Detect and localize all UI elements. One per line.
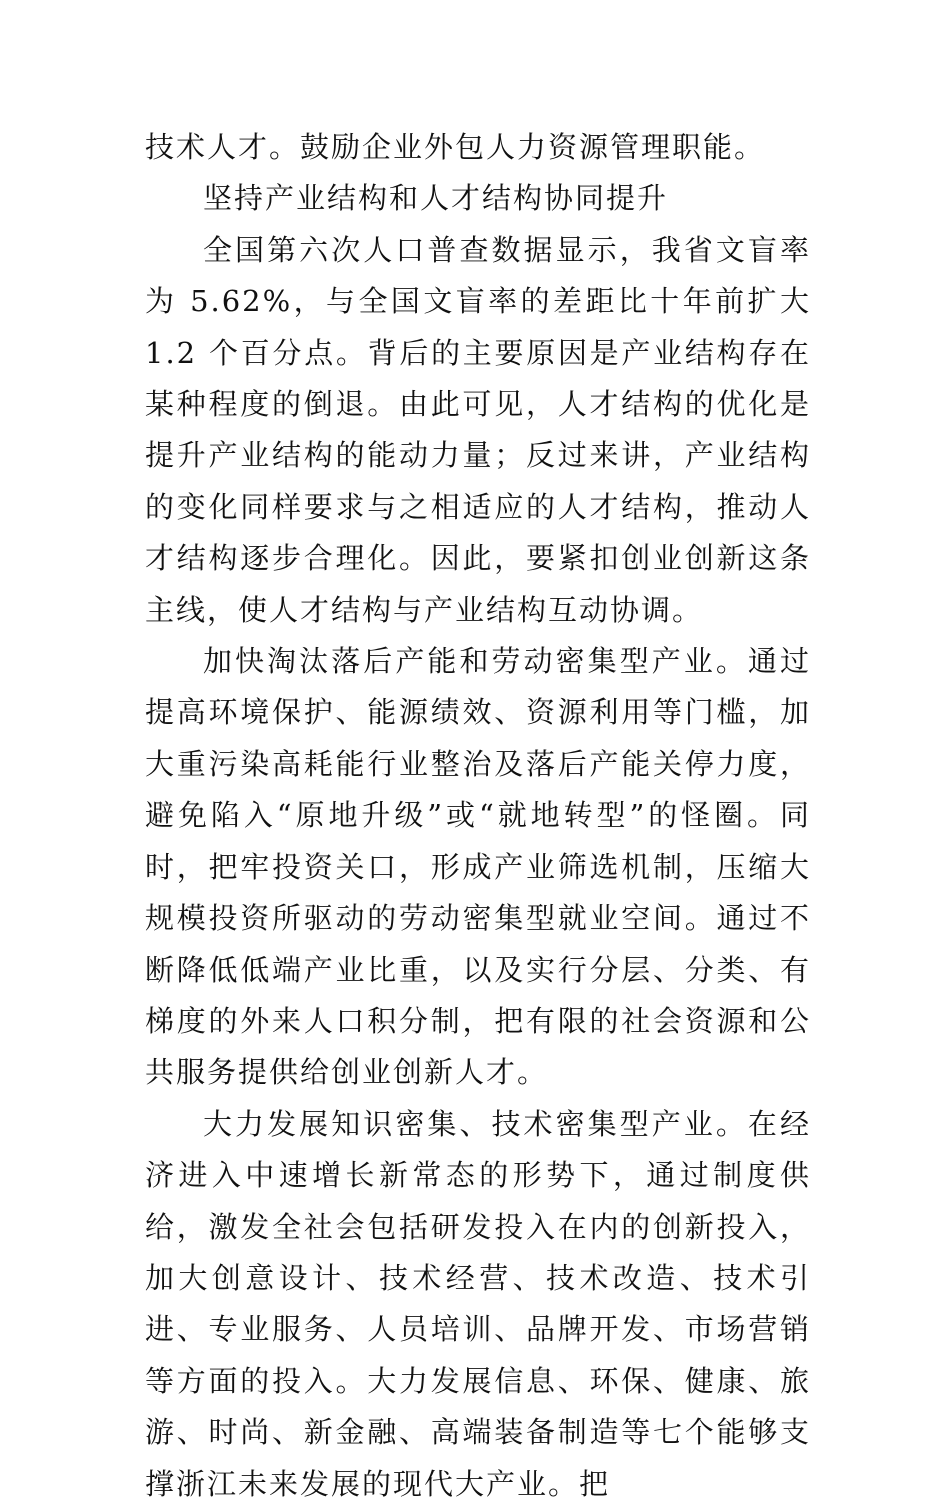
paragraph-eliminate-capacity: 加快淘汰落后产能和劳动密集型产业。通过提高环境保护、能源绩效、资源利用等门槛，加大重污染高耗能行业整治及落后产能关停力度，避免陷入“原地升级”或“就地转型”的怪圈。同时，把牢投资关口，形成产业筛选机制，压缩大规模投资所驱动的劳动密集型就业空间。通过不断降低低端产业比重，以及实行分层、分类、有梯度的外来人口积分制，把有限的社会资源和公共服务提供给创业创新人才。 bbox=[145, 644, 811, 1090]
document-body bbox=[145, 122, 811, 1510]
paragraph-census: 全国第六次人口普查数据显示，我省文盲率为 5.62%，与全国文盲率的差距比十年前扩大 1.2 个百分点。背后的主要原因是产业结构存在某种程度的倒退。由此可见，人才结构的优化是提升产业结构的能动力量；反过来讲，产业结构的变化同样要求与之相适应的人才结构，推动人才结构逐步合理化。因此，要紧扣创业创新这条主线，使人才结构与产业结构互动协调。 bbox=[145, 232, 811, 627]
paragraph-knowledge-industry: 大力发展知识密集、技术密集型产业。在经济进入中速增长新常态的形势下，通过制度供给，激发全社会包括研发投入在内的创新投入，加大创意设计、技术经营、技术改造、技术引进、专业服务、人员培训、品牌开发、市场营销等方面的投入。大力发展信息、环保、健康、旅游、时尚、新金融、高端装备制造等七个能够支撑浙江未来发展的现代大产业。把 bbox=[145, 1106, 811, 1501]
paragraph-continuation: 技术人才。鼓励企业外包人力资源管理职能。 bbox=[145, 130, 766, 164]
section-heading: 坚持产业结构和人才结构协同提升 bbox=[203, 181, 669, 216]
